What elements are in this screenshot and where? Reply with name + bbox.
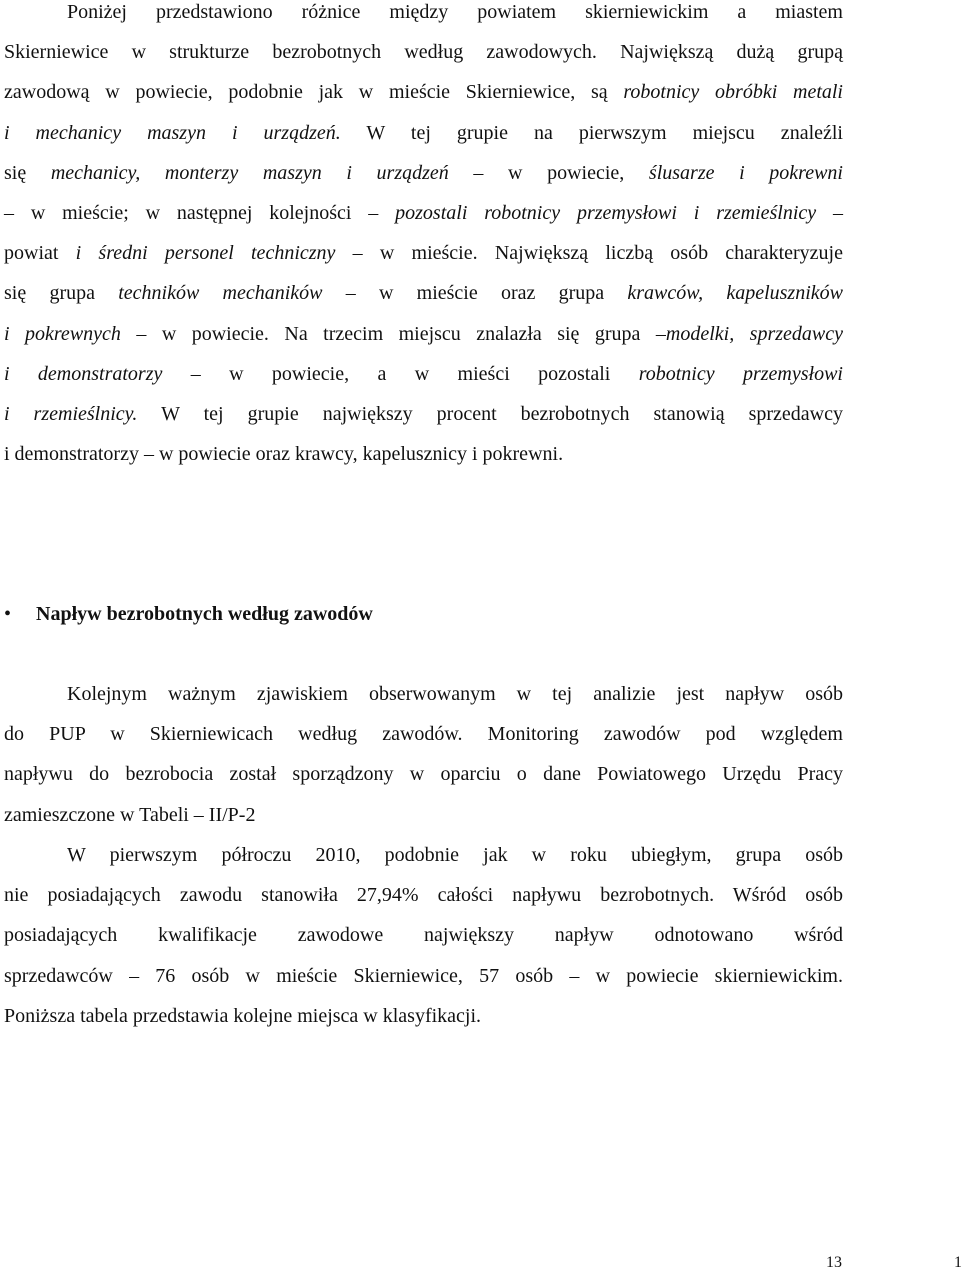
text-line: się grupa techników mechaników – w mieście oraz grupa krawców, kapeluszników <box>4 282 843 305</box>
paragraph-occupational-differences <box>4 0 843 474</box>
bullet-icon: • <box>4 603 12 625</box>
text-line: W pierwszym półroczu 2010, podobnie jak w roku ubiegłym, grupa osób <box>67 844 843 866</box>
text-line: nie posiadających zawodu stanowiła 27,94% całości napływu bezrobotnych. Wśród osób <box>4 884 843 907</box>
text-line: i mechanicy maszyn i urządzeń. W tej grupie na pierwszym miejscu znaleźli <box>4 121 843 144</box>
text-line: posiadających kwalifikacje zawodowe największy napływ odnotowano wśród <box>4 924 843 947</box>
text-line: napływu do bezrobocia został sporządzony w oparciu o dane Powiatowego Urzędu Pracy <box>4 763 843 786</box>
text-line: zamieszczone w Tabeli – II/P-2 <box>4 803 256 826</box>
text-line: i rzemieślnicy. W tej grupie największy procent bezrobotnych stanowią sprzedawcy <box>4 402 843 425</box>
text-line: – w mieście; w następnej kolejności – pozostali robotnicy przemysłowi i rzemieślnicy – <box>4 201 844 224</box>
text-line: powiat i średni personel techniczny – w mieście. Największą liczbą osób charakteryzuje <box>4 242 843 265</box>
text-line: Poniższa tabela przedstawia kolejne miejsca w klasyfikacji. <box>4 1004 482 1027</box>
text-line: się mechanicy, monterzy maszyn i urządzeń – w powiecie, ślusarze i pokrewni <box>4 161 843 184</box>
text-line: Kolejnym ważnym zjawiskiem obserwowanym w tej analizie jest napływ osób <box>67 683 843 705</box>
section-heading <box>4 594 373 634</box>
text-line: Poniżej przedstawiono różnice między powiatem skierniewickim a miastem <box>67 1 843 23</box>
section-heading-text: Napływ bezrobotnych według zawodów <box>36 603 373 625</box>
text-line: i pokrewnych – w powiecie. Na trzecim miejscu znalazła się grupa –modelki, sprzedawcy <box>4 322 843 345</box>
text-line: i demonstratorzy – w powiecie oraz krawcy, kapelusznicy i pokrewni. <box>4 443 564 466</box>
page-number-right: 1 <box>954 1254 962 1271</box>
text-line: zawodową w powiecie, podobnie jak w mieście Skierniewice, są robotnicy obróbki metali <box>4 81 843 104</box>
text-line: i demonstratorzy – w powiecie, a w mieści pozostali robotnicy przemysłowi <box>4 362 843 385</box>
text-line: sprzedawców – 76 osób w mieście Skierniewice, 57 osób – w powiecie skierniewickim. <box>4 964 843 987</box>
page-number: 13 <box>826 1254 842 1271</box>
text-line: Skierniewice w strukturze bezrobotnych według zawodowych. Największą dużą grupą <box>4 41 843 64</box>
paragraph-inflow-intro <box>4 674 843 835</box>
paragraph-inflow-details <box>4 835 843 1036</box>
text-line: do PUP w Skierniewicach według zawodów. Monitoring zawodów pod względem <box>4 723 843 746</box>
